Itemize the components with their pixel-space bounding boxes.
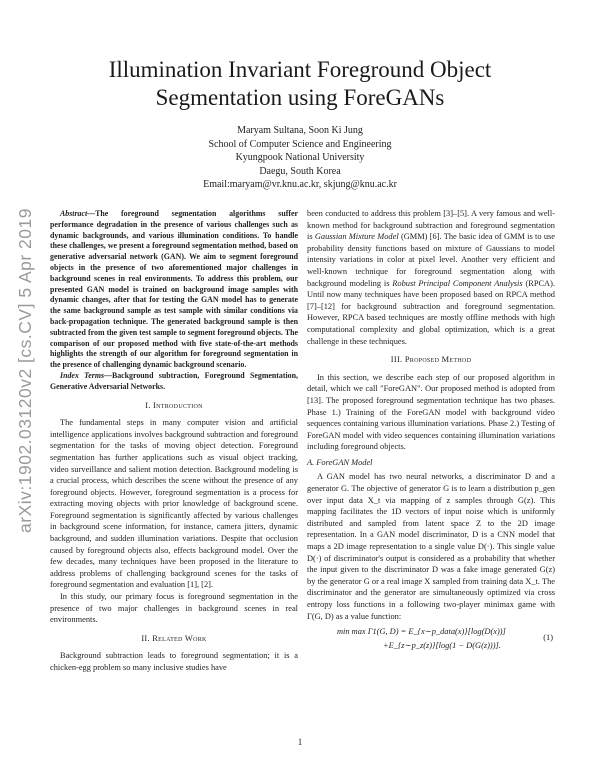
- page-number: 1: [297, 737, 303, 747]
- method-paragraph-1: In this section, we describe each step of our proposed algorithm in detail, which we call "ForeGAN". Our proposed method is adopted from [13]. The proposed foreground segmentation technique has two phases. Phase 1.) Training of the ForeGAN model with background video sequences containing various illumination variations. Phase 2.) Testing of ForeGAN model with video sequences containing illumination variations including foreground objects.: [307, 372, 555, 452]
- rpca-term: Robust Principal Component Analysis: [392, 278, 523, 288]
- related-paragraph-continued: been conducted to address this problem [3]–[5]. A very famous and well-known method for background subtraction and foreground segmentation is Gaussian Mixture Model (GMM) [6]. The basic idea of GMM is to use probability density functions based on mixture of Gaussians to model intensity variations in color at pixel level. Another very efficient and well-known technique for foreground segmentation along with background modeling is Robust Principal Component Analysis (RPCA). Until now many techniques have been proposed based on RPCA method [7]–[12] for background subtraction and foreground segmentation. However, RPCA based techniques are mostly offline methods with high computational complexity and global optimization, which is a great challenge in these techniques.: [307, 209, 555, 346]
- intro-paragraph-2: In this study, our primary focus is foreground segmentation in the presence of two major challenges in background scenes in real environments.: [50, 592, 298, 625]
- author-names: Maryam Sultana, Soon Ki Jung: [237, 125, 363, 136]
- paper-title: [60, 56, 540, 112]
- equation-line-1: min max Γ1(G, D) = E_{x∼p_data(x)}[log(D(x))]: [337, 627, 506, 637]
- abstract: [50, 209, 298, 371]
- left-column: [50, 209, 298, 674]
- author-school: School of Computer Science and Engineering: [208, 138, 392, 150]
- arxiv-identifier: arXiv:1902.03120v2 [cs.CV] 5 Apr 2019: [14, 207, 35, 533]
- section-heading-proposed-method: III. Proposed Method: [390, 355, 472, 365]
- abstract-label: Abstract—: [60, 209, 96, 218]
- intro-paragraph-1: The fundamental steps in many computer vision and artificial intelligence applications involves background subtraction and foreground segmentation for the tasks of moving object detection. Foreground segmentation has further applications such as visual object tracking, video surveillance and salient motion detection. Background modeling is a crucial process, which describes the scene without the presence of any foreground objects. However, foreground segmentation is a process for extracting moving objects with prior knowledge of background scene. Foreground segmentation is significantly affected by various challenges in background scene information, for instance, camera jitters, dynamic background, and sudden illumination variations. Despite that occlusion caused by foreground objects also, effects background model. Over the few decades, many techniques have been proposed in the literature to address problems of challenging background scenes for the tasks of foreground segmentation and evaluation [1], [2].: [50, 418, 298, 590]
- gmm-term: Gaussian Mixture Model: [314, 232, 399, 242]
- right-column: [307, 208, 555, 660]
- section-heading-introduction: I. Introduction: [145, 400, 203, 410]
- title-line-2: Segmentation using ForeGANs: [155, 85, 445, 110]
- equation-line-2: +E_{z∼p_z(z)}[log(1 − D(G(z)))].: [383, 641, 501, 651]
- equation-1: [307, 626, 555, 660]
- abstract-text: The foreground segmentation algorithms suffer performance degradation in the presence of various challenges such as dynamic backgrounds, and various illumination conditions. To handle these challenges, we present a foreground segmentation method, based on generative adversarial network (GAN). We aim to segment foreground objects in the presence of two aforementioned major challenges in background scenes in real environments. To address this problem, our presented GAN model is trained on background image samples with dynamic changes, after that for testing the GAN model has to generate the same background sample as test sample with similar conditions via back-propagation technique. The generated background sample is then subtracted from the given test sample to segment foreground objects. The comparison of our proposed method with five state-of-the-art methods highlights the strength of our algorithm for foreground segmentation in the presence of challenging dynamic background scenario.: [50, 209, 298, 370]
- model-paragraph-1: A GAN model has two neural networks, a discriminator D and a generator G. The objective of generator G is to learn a distribution p_gen over input data X_t via mapping of z samples through G(z). This mapping facilitates the 1D vectors of input noise which is uniformly distributed and sampled from latent space Z to the 2D image representation. In a GAN model discriminator, D is a CNN model that maps a 2D image representation to a single value D(·). This single value D(·) of discriminator's output is considered as a probability that whether the input given to the discriminator D was a fake image generated G(z) by the generator G or a real image X sampled from training data X_t. The discriminator and the generator are simultaneously optimized via cross entropy loss functions in a following two-player minimax game with Γ(G, D) as a value function:: [307, 472, 555, 621]
- index-terms-label: Index Terms—: [60, 370, 112, 380]
- author-city: Daegu, South Korea: [259, 165, 341, 177]
- section-heading-related-work: II. Related Work: [141, 633, 207, 643]
- index-terms: [50, 371, 298, 393]
- index-terms-text: Background subtraction, Foreground Segmentation, Generative Adversarial Networks.: [50, 370, 298, 391]
- author-university: Kyungpook National University: [235, 152, 365, 163]
- author-block: [100, 124, 500, 192]
- equation-number: (1): [543, 633, 553, 643]
- related-paragraph-start: Background subtraction leads to foreground segmentation; it is a chicken-egg problem so many inclusive studies have: [50, 651, 298, 673]
- author-email: Email:maryam@vr.knu.ac.kr, skjung@knu.ac.kr: [203, 179, 397, 190]
- subsection-heading-foregan-model: A. ForeGAN Model: [307, 457, 373, 467]
- title-line-1: Illumination Invariant Foreground Object: [108, 57, 492, 82]
